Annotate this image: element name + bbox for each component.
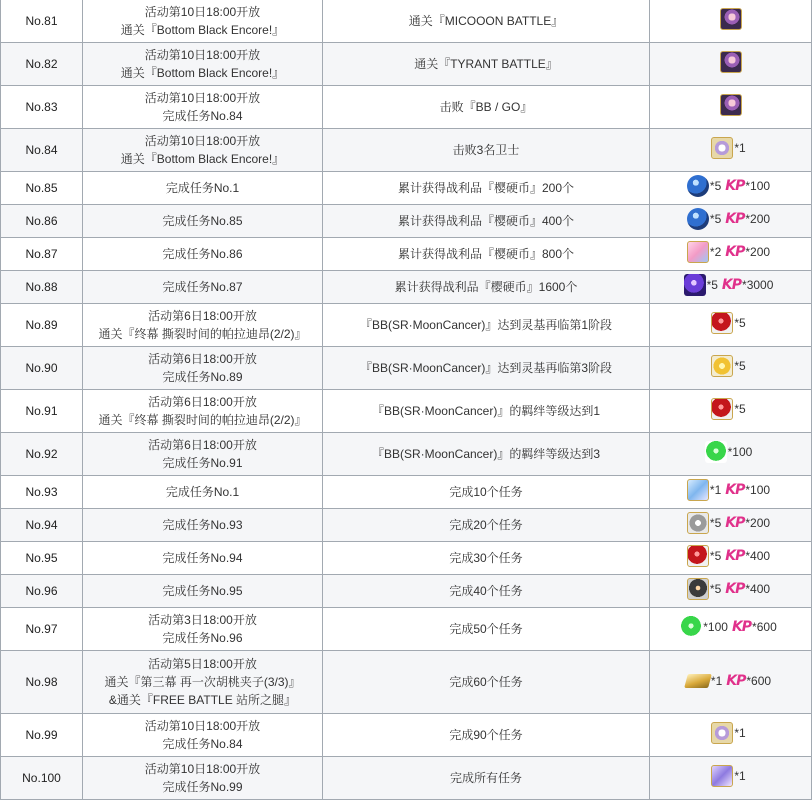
table-row (1, 390, 812, 433)
mission-reward (650, 608, 812, 651)
mission-goal: 『BB(SR·MoonCancer)』达到灵基再临第1阶段 (323, 304, 650, 347)
reward-list (720, 8, 742, 30)
reward-quantity: *100 (745, 482, 771, 497)
mission-condition (83, 205, 323, 238)
guard-icon[interactable] (711, 137, 733, 159)
table-row (1, 575, 812, 608)
mission-goal: 完成所有任务 (323, 757, 650, 800)
reward-list (720, 51, 742, 73)
condition-line: 完成任务No.1 (165, 181, 240, 195)
reward-list (711, 765, 749, 787)
condition-line: 完成任务No.84 (162, 737, 243, 751)
mission-goal: 『BB(SR·MoonCancer)』的羁绊等级达到1 (323, 390, 650, 433)
blue-gem-icon[interactable] (687, 208, 709, 230)
mission-number: No.82 (1, 43, 83, 86)
mission-number: No.84 (1, 129, 83, 172)
reward-list (680, 616, 781, 638)
reward-list (705, 441, 757, 463)
mission-condition (83, 608, 323, 651)
mission-goal: 通关『TYRANT BATTLE』 (323, 43, 650, 86)
mission-reward (650, 205, 812, 238)
mission-condition (83, 509, 323, 542)
condition-line: 活动第5日18:00开放 (148, 657, 257, 671)
gold-gem-icon[interactable] (711, 355, 733, 377)
condition-line: 完成任务No.96 (162, 631, 243, 645)
kp-icon: KP (725, 210, 745, 227)
mission-condition (83, 347, 323, 390)
mission-goal: 完成60个任务 (323, 651, 650, 714)
mission-reward (650, 433, 812, 476)
condition-line: 完成任务No.91 (162, 456, 243, 470)
reward-quantity: *5 (709, 581, 722, 596)
mission-reward (650, 271, 812, 304)
reward-quantity: *600 (752, 619, 777, 634)
reward-quantity: *5 (734, 401, 746, 416)
reward-quantity: *5 (706, 277, 718, 292)
condition-line: 活动第10日18:00开放 (144, 762, 261, 776)
reward-quantity: *5 (709, 178, 722, 193)
condition-line: 完成任务No.86 (162, 247, 243, 261)
guard-icon[interactable] (711, 722, 733, 744)
silver-icon[interactable] (687, 512, 709, 534)
mission-condition (83, 542, 323, 575)
reward-quantity: *400 (745, 581, 771, 596)
kp-icon: KP (725, 514, 745, 531)
mission-condition (83, 714, 323, 757)
mission-goal: 完成40个任务 (323, 575, 650, 608)
reward-list (687, 479, 774, 501)
mission-reward (650, 347, 812, 390)
table-row (1, 433, 812, 476)
mission-condition (83, 575, 323, 608)
mission-reward (650, 172, 812, 205)
condition-line: 通关『Bottom Black Encore!』 (120, 66, 285, 80)
condition-line: 活动第10日18:00开放 (144, 48, 261, 62)
reward-quantity: *200 (745, 211, 771, 226)
mission-number: No.92 (1, 433, 83, 476)
table-row (1, 651, 812, 714)
table-row (1, 238, 812, 271)
reward-list (687, 241, 774, 263)
table-row (1, 129, 812, 172)
green-cube-icon[interactable] (705, 441, 727, 463)
blue-gem-icon[interactable] (687, 175, 709, 197)
mission-reward (650, 575, 812, 608)
table-row (1, 542, 812, 575)
condition-line: 活动第6日18:00开放 (148, 309, 257, 323)
mission-goal: 完成30个任务 (323, 542, 650, 575)
mission-number: No.91 (1, 390, 83, 433)
condition-line: 活动第10日18:00开放 (144, 719, 261, 733)
reward-quantity: *1 (710, 673, 723, 688)
red-gem-icon[interactable] (687, 545, 709, 567)
reward-quantity: *400 (745, 548, 771, 563)
table-row (1, 757, 812, 800)
bb-icon[interactable] (720, 8, 742, 30)
condition-line: 活动第10日18:00开放 (144, 91, 261, 105)
mission-condition (83, 757, 323, 800)
table-row (1, 509, 812, 542)
mission-reward (650, 714, 812, 757)
kp-icon: KP (725, 177, 745, 194)
mission-number: No.83 (1, 86, 83, 129)
mission-condition (83, 651, 323, 714)
condition-line: 活动第3日18:00开放 (148, 613, 257, 627)
kp-icon: KP (725, 481, 745, 498)
mission-reward (650, 542, 812, 575)
mission-goal: 完成20个任务 (323, 509, 650, 542)
mission-number: No.85 (1, 172, 83, 205)
condition-line: 活动第10日18:00开放 (144, 5, 261, 19)
mission-reward (650, 390, 812, 433)
mission-goal: 『BB(SR·MoonCancer)』的羁绊等级达到3 (323, 433, 650, 476)
mission-goal: 击败3名卫士 (323, 129, 650, 172)
reward-quantity: *1 (734, 768, 746, 783)
mission-condition (83, 129, 323, 172)
mission-condition (83, 238, 323, 271)
table-row (1, 43, 812, 86)
mission-condition (83, 43, 323, 86)
mission-goal: 累计获得战利品『樱硬币』1600个 (323, 271, 650, 304)
mission-number: No.93 (1, 476, 83, 509)
kp-icon: KP (725, 243, 745, 260)
reward-list (687, 512, 774, 534)
condition-line: 通关『第三幕 再一次胡桃夹子(3/3)』 (104, 675, 301, 689)
mission-condition (83, 271, 323, 304)
condition-line: 完成任务No.84 (162, 109, 243, 123)
reward-list (711, 722, 749, 744)
table-row (1, 304, 812, 347)
table-row (1, 0, 812, 43)
kp-icon: KP (731, 618, 752, 635)
green-cube-icon[interactable] (680, 616, 702, 638)
mission-number: No.96 (1, 575, 83, 608)
reward-quantity: *200 (745, 515, 771, 530)
mission-reward (650, 304, 812, 347)
condition-line: 完成任务No.93 (162, 518, 243, 532)
table-row (1, 271, 812, 304)
red-gem-icon[interactable] (711, 398, 733, 420)
mission-number: No.88 (1, 271, 83, 304)
condition-line: 完成任务No.95 (162, 584, 243, 598)
reward-quantity: *100 (703, 619, 728, 634)
table-row (1, 608, 812, 651)
reward-quantity: *1 (709, 482, 722, 497)
mission-condition (83, 476, 323, 509)
mission-reward (650, 43, 812, 86)
mission-number: No.98 (1, 651, 83, 714)
mission-table-body (1, 0, 812, 800)
reward-quantity: *3000 (742, 277, 774, 292)
mission-goal: 累计获得战利品『樱硬币』800个 (323, 238, 650, 271)
reward-quantity: *200 (745, 244, 771, 259)
condition-line: 活动第6日18:00开放 (148, 352, 257, 366)
reward-list (686, 672, 775, 690)
mission-condition (83, 390, 323, 433)
reward-list (711, 312, 749, 334)
mission-number: No.95 (1, 542, 83, 575)
condition-line: 通关『Bottom Black Encore!』 (120, 152, 285, 166)
condition-line: 完成任务No.85 (162, 214, 243, 228)
mission-goal: 完成10个任务 (323, 476, 650, 509)
reward-list (687, 208, 774, 230)
reward-quantity: *1 (734, 140, 746, 155)
reward-quantity: *5 (709, 548, 722, 563)
reward-list (711, 355, 749, 377)
condition-line: 通关『终幕 撕裂时间的帕拉迪昂(2/2)』 (98, 327, 307, 341)
condition-line: 完成任务No.94 (162, 551, 243, 565)
mission-goal: 累计获得战利品『樱硬币』400个 (323, 205, 650, 238)
reward-quantity: *5 (709, 515, 722, 530)
mission-number: No.94 (1, 509, 83, 542)
condition-line: 活动第6日18:00开放 (148, 438, 257, 452)
reward-quantity: *5 (734, 358, 746, 373)
condition-line: 完成任务No.87 (162, 280, 243, 294)
mission-condition (83, 0, 323, 43)
bb-icon[interactable] (720, 94, 742, 116)
condition-line: 活动第6日18:00开放 (148, 395, 257, 409)
reward-list (687, 545, 774, 567)
mission-reward (650, 757, 812, 800)
mission-reward (650, 476, 812, 509)
table-row (1, 86, 812, 129)
red-gem-icon[interactable] (711, 312, 733, 334)
mission-number: No.81 (1, 0, 83, 43)
mission-condition (83, 304, 323, 347)
reward-list (711, 398, 749, 420)
reward-quantity: *2 (709, 244, 722, 259)
reward-list (687, 578, 774, 600)
table-row (1, 172, 812, 205)
reward-quantity: *100 (727, 444, 753, 459)
mission-condition (83, 172, 323, 205)
mission-number: No.87 (1, 238, 83, 271)
reward-quantity: *100 (745, 178, 771, 193)
condition-line: 通关『终幕 撕裂时间的帕拉迪昂(2/2)』 (98, 413, 307, 427)
mission-reward (650, 0, 812, 43)
bb-icon[interactable] (720, 51, 742, 73)
reward-quantity: *5 (709, 211, 722, 226)
table-row (1, 476, 812, 509)
blue-card-icon[interactable] (687, 479, 709, 501)
mission-reward (650, 86, 812, 129)
reward-quantity: *600 (746, 673, 772, 688)
mission-reward (650, 509, 812, 542)
mission-reward (650, 238, 812, 271)
kp-icon: KP (726, 672, 746, 689)
mission-goal: 『BB(SR·MoonCancer)』达到灵基再临第3阶段 (323, 347, 650, 390)
mission-reward (650, 129, 812, 172)
ticket-icon[interactable] (684, 674, 712, 688)
reward-list (687, 175, 774, 197)
mission-goal: 完成50个任务 (323, 608, 650, 651)
mission-number: No.97 (1, 608, 83, 651)
mission-number: No.100 (1, 757, 83, 800)
mission-goal: 完成90个任务 (323, 714, 650, 757)
reward-list (684, 274, 778, 296)
condition-line: 完成任务No.89 (162, 370, 243, 384)
mission-reward (650, 651, 812, 714)
reward-list (711, 137, 749, 159)
mission-number: No.86 (1, 205, 83, 238)
condition-line: 完成任务No.99 (162, 780, 243, 794)
pink-card-icon[interactable] (687, 241, 709, 263)
mission-condition (83, 86, 323, 129)
table-row (1, 714, 812, 757)
kp-icon: KP (725, 580, 745, 597)
purple-gem-icon[interactable] (684, 274, 706, 296)
reward-quantity: *1 (734, 725, 746, 740)
table-row (1, 205, 812, 238)
craft-essence-icon[interactable] (711, 765, 733, 787)
mission-goal: 累计获得战利品『樱硬币』200个 (323, 172, 650, 205)
mission-number: No.99 (1, 714, 83, 757)
mission-number: No.89 (1, 304, 83, 347)
table-row (1, 347, 812, 390)
condition-line: &通关『FREE BATTLE 站所之腿』 (108, 693, 297, 707)
mission-goal: 击败『BB / GO』 (323, 86, 650, 129)
reward-list (720, 94, 742, 116)
kp-icon: KP (721, 276, 742, 293)
reward-quantity: *5 (734, 315, 746, 330)
condition-line: 活动第10日18:00开放 (144, 134, 261, 148)
kp-icon: KP (725, 547, 745, 564)
condition-line: 通关『Bottom Black Encore!』 (120, 23, 285, 37)
mission-condition (83, 433, 323, 476)
mission-goal: 通关『MICOOON BATTLE』 (323, 0, 650, 43)
condition-line: 完成任务No.1 (165, 485, 240, 499)
dark-icon[interactable] (687, 578, 709, 600)
mission-number: No.90 (1, 347, 83, 390)
